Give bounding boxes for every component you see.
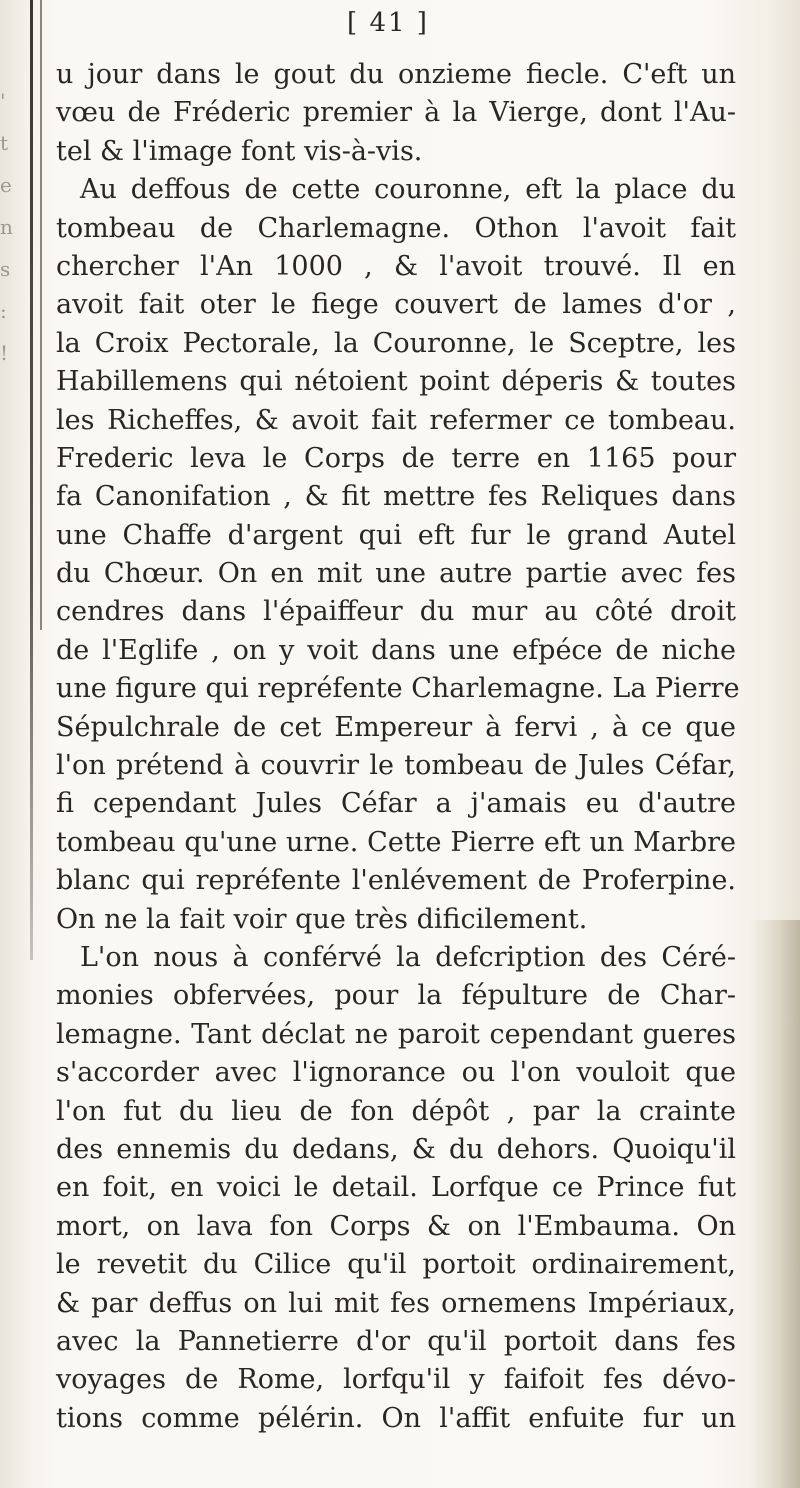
text-line: Habillemens qui nétoient point déperis & toutes [56, 366, 736, 398]
text-line: fa Canonifation , & fit mettre fes Reliques dans [56, 481, 736, 513]
bleed-char: e [0, 173, 12, 197]
text-line: tel & l'image font vis-à-vis. [56, 135, 423, 167]
bleed-char: s [0, 257, 11, 281]
text-line: avec la Pannetierre d'or qu'il portoit dans fes [56, 1325, 736, 1357]
text-line: tombeau de Charlemagne. Othon l'avoit fait [56, 212, 736, 244]
text-line: des ennemis du dedans, & du dehors. Quoiqu'il [56, 1133, 736, 1165]
text-line: l'on prétend à couvrir le tombeau de Jules Céfar, [56, 750, 736, 782]
text-line: Frederic leva le Corps de terre en 1165 pour [56, 442, 736, 474]
text-line: lemagne. Tant déclat ne paroit cependant gueres [56, 1018, 736, 1050]
text-line: fi cependant Jules Céfar a j'amais eu d'autre [56, 788, 736, 820]
text-line: blanc qui repréfente l'enlévement de Proferpine. [56, 865, 736, 897]
text-line: les Richeffes, & avoit fait refermer ce tombeau. [56, 404, 736, 436]
text-line: L'on nous à conférvé la defcription des Céré- [80, 941, 736, 973]
text-line: & par deffus on lui mit fes ornemens Impériaux, [56, 1287, 736, 1319]
text-line: chercher l'An 1000 , & l'avoit trouvé. Il en [56, 250, 736, 282]
text-line: une Chaffe d'argent qui eft fur le grand Autel [56, 519, 736, 551]
text-line: s'accorder avec l'ignorance ou l'on vouloit que [56, 1057, 736, 1089]
text-line: tombeau qu'une urne. Cette Pierre eft un Marbre [56, 826, 736, 858]
text-line: la Croix Pectorale, la Couronne, le Sceptre, les [56, 327, 736, 359]
text-line: vœu de Fréderic premier à la Vierge, dont l'Au- [56, 97, 736, 129]
text-line: une figure qui repréfente Charlemagne. La Pierre [56, 673, 740, 705]
text-line: monies obfervées, pour la fépulture de Char- [56, 980, 736, 1012]
text-line: voyages de Rome, lorfqu'il y faifoit fes dévo- [56, 1364, 736, 1396]
text-line: l'on fut du lieu de fon dépôt , par la crainte [56, 1095, 736, 1127]
page-number [0, 8, 800, 38]
text-line: mort, on lava fon Corps & on l'Embauma. On [56, 1210, 736, 1242]
text-line: cendres dans l'épaiffeur du mur au côté droit [56, 596, 736, 628]
page-number-text: [ 41 ] [347, 8, 429, 38]
bleed-char: : [0, 299, 7, 323]
body-text [56, 56, 740, 1438]
text-line: tions comme pélérin. On l'affit enfuite fur un [56, 1402, 736, 1434]
text-line: du Chœur. On en mit une autre partie avec fes [56, 558, 736, 590]
page-edge-shadow [750, 920, 800, 1488]
bleed-char: t [0, 131, 9, 155]
text-line: de l'Eglife , on y voit dans une efpéce de niche [56, 634, 736, 666]
text-line: On ne la fait voir que très dificilement. [56, 903, 588, 935]
text-line: avoit fait oter le fiege couvert de lames d'or , [56, 289, 736, 321]
text-line: Sépulchrale de cet Empereur à fervi , à ce que [56, 711, 736, 743]
text-line: en foit, en voici le detail. Lorfque ce Prince fut [56, 1172, 736, 1204]
text-line: u jour dans le gout du onzieme fiecle. C'eft un [56, 59, 736, 90]
bleed-char: n [0, 215, 13, 239]
margin-bleed-through [0, 80, 28, 500]
text-line: Au deffous de cette couronne, eft la place du [80, 174, 736, 206]
binding-shadow [30, 0, 33, 960]
bleed-char: ! [0, 341, 9, 365]
bleed-char: ' [0, 89, 6, 113]
binding-edge [40, 0, 42, 630]
text-line: le revetit du Cilice qu'il portoit ordinairement, [56, 1249, 736, 1281]
